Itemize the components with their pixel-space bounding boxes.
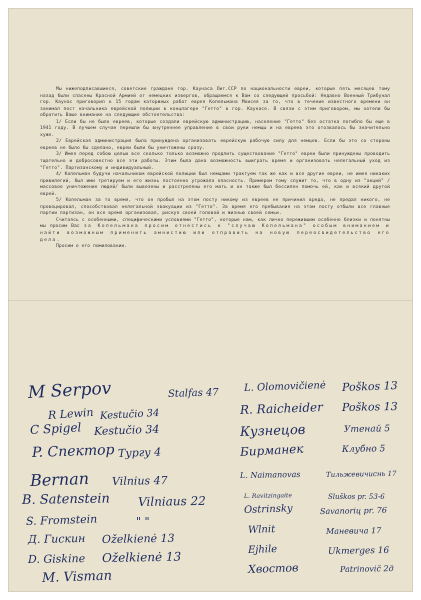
signature-address: Vilniaus 22 <box>137 493 206 509</box>
signature: S. Fromstein <box>25 512 98 528</box>
signature: Bernan <box>29 468 90 490</box>
signature: R Lewin <box>47 405 94 422</box>
signature-address: Oželkienė 13 <box>101 531 175 546</box>
signature-address: " " <box>136 515 150 528</box>
signature-address: Savanorių pr. 76 <box>319 505 387 516</box>
signature: Хвостов <box>247 561 299 576</box>
signature-address: Маневича 17 <box>325 526 382 536</box>
signature: L. Olomovičienė <box>243 380 326 394</box>
signature-address: Poškos 13 <box>341 379 398 394</box>
signature-address: Patrinovič 2д <box>339 564 394 574</box>
signature: P. Спектор <box>31 442 115 461</box>
letter-plea: Просим о его помиловании. <box>56 244 128 250</box>
letter-intro: Мы нижеподписавшиеся, советские граждане гор. Каунаса Лит.ССР по национальности евреи, которые пять месяцев тому назад были спасены Красной Армией от немецких извергов, обращаемся к Вам со следующей просьбой: Недавно Военный Трибунал гор. Каунас приговорил к 15 годам каторжных работ еврея Копельмана Моисея за то, что в течение известного времени он занимал пост начальника еврейской полиции в концлагере "Гетто" в гор. Каунасе. В связи с этим приговором, мы хотели бы обратить Ваше внимание на следующие обстоятельства: <box>40 87 390 119</box>
signature: L. Naimanovas <box>239 469 301 480</box>
signature-address: Oželkienė 13 <box>101 549 182 565</box>
signature-address: Vilnius 47 <box>111 474 168 488</box>
letter-point: 5/ Копельман за то время, что он пробыл на этом посту никому из евреев не причинил вреда, не предал никого, не провоцировал, способствовал нелегальной эвакуации из "Гетто". За время его пребывания на этом посту отбыли все главные партии партизан, он все время организовал, рискуя своей головой и жизнью своей семьи. <box>40 198 390 217</box>
signature: R. Raicheider <box>239 400 324 417</box>
letter-closing <box>40 218 390 244</box>
signature-address: Poškos 13 <box>341 400 398 414</box>
paper-fold <box>8 300 413 301</box>
signature: Д. Гискин <box>27 531 86 546</box>
signature: M Serpov <box>27 378 112 403</box>
letter-point: 3/ Имея перед собою целью все сколько только возможно продлить существование "Гетто" евреи были принуждены проводить тщательно и добросовестно все эти работы. Этим была дана возможность выиграть время и организовать нелегальный уход из "Гетто". Партизанскому и индивидуальный. <box>40 152 390 171</box>
signature-address: Kestučio 34 <box>99 407 160 422</box>
signature: Бирманек <box>239 441 304 459</box>
signature-address: Sluškos pr. 53-6 <box>328 493 385 501</box>
document-page <box>8 8 413 592</box>
signature-block <box>8 378 413 592</box>
letter-point: 4/ Копельман будучи начальником еврейской полиции был немцами трактуем так же как и все другие евреи, не имея никаких привилегий, был ими третируем и его жизнь постоянно угрожала опасность. Примером тому служит то, что в одну из "акций" /массовое уничтожение людей/ были вывезены и расстреляны его мать и он также был бессилен помочь ей, как и всякий другой еврей. <box>40 172 390 197</box>
closing-text: Считаясь с особенными, специфическими условиями "Гетто", которые нам, как лично пережившим особенно близки и понятны мы просим Вас <box>40 217 390 230</box>
typed-letter <box>40 87 390 251</box>
signature-address: Клубно 5 <box>341 444 386 455</box>
signature: Wlnit <box>247 524 276 536</box>
signature-address: Ukmerges 16 <box>327 545 390 557</box>
closing-spaced-text: за Копельмана просим отнестись к "случаю Копельмана" особым вниманием и найти возможным применить амнистию или отправить на новую переосвидетельство его дела. <box>40 224 390 243</box>
signature: L. Ravitzingaite <box>243 492 293 500</box>
signature: M. Visman <box>41 568 113 586</box>
signature: Кузнецов <box>239 422 306 440</box>
signature: B. Satenstein <box>21 491 111 508</box>
signature-address: Kestučio 34 <box>93 422 160 438</box>
signature: Ostrinsky <box>243 503 293 516</box>
letter-point: 2/ Еврейская администрация была принуждена организовать еврейскую рабочую силу для немцев. Если бы это со стороны евреев не было бы сделано, евреи были бы уничтожены сразу. <box>40 139 390 151</box>
signature-address: Утенай 5 <box>343 424 391 435</box>
signature-address: Тильжевичиснь 17 <box>325 469 397 479</box>
signature: Ejhile <box>247 543 278 556</box>
signature: D. Giskine <box>27 552 86 566</box>
signature: C Spigel <box>29 420 82 437</box>
signature-address: Stalfas 47 <box>167 387 219 400</box>
signature-address: Тургу 4 <box>117 445 162 460</box>
letter-point: 1/ Если бы не было евреев, которые создали еврейскую администрацию, население "Гетто" без остатка погибло бы еще в 1941 году. В лучшем случае перешли бы внутреннее управление в свои руки немцы и на евреев это отозвалось бы значительно хуже. <box>40 119 390 138</box>
